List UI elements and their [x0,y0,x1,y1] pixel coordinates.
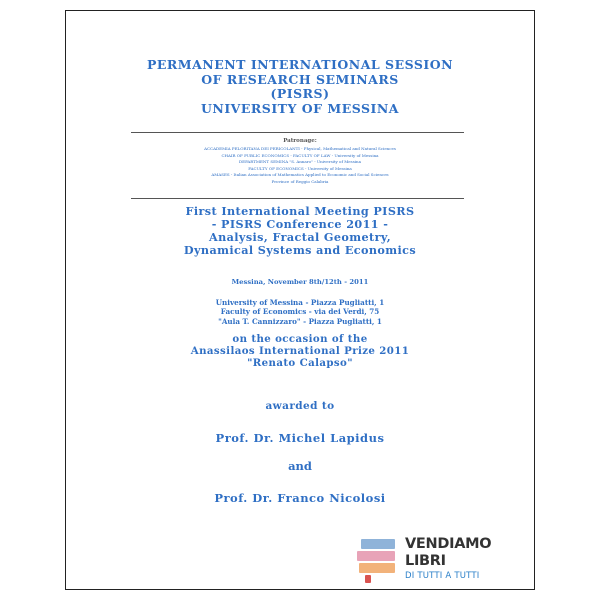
document-title [66,58,534,116]
title-line: (PISRS) [270,86,330,101]
patron-item: ACCADEMIA PELORITANA DEI PERICOLANTI - Physical, Mathematical and Natural Sciences [204,146,396,151]
patronage-list [66,146,534,186]
recipient-1: Prof. Dr. Michel Lapidus [215,431,385,445]
venue-list [66,298,534,326]
meeting-title [66,205,534,257]
title-line: OF RESEARCH SEMINARS [201,71,399,87]
book-stack-icon [355,531,399,585]
meeting-line: - PISRS Conference 2011 - [211,217,389,231]
bottom-divider [131,198,464,199]
watermark-line1: VENDIAMO [405,536,492,552]
meeting-dates: Messina, November 8th/12th - 2011 [231,278,369,286]
title-line: UNIVERSITY OF MESSINA [201,100,399,116]
occasion-text [66,333,534,369]
meeting-line: First International Meeting PISRS [185,204,415,218]
conjunction: and [288,459,312,473]
title-line: PERMANENT INTERNATIONAL SESSION [146,57,454,72]
patron-item: Province of Reggio Calabria [271,178,329,184]
venue-item: Faculty of Economics - via dei Verdi, 75 [220,307,380,317]
recipient-2: Prof. Dr. Franco Nicolosi [214,491,386,505]
watermark-tagline: DI TUTTI A TUTTI [405,571,480,581]
meeting-line: Dynamical Systems and Economics [183,243,417,257]
patronage-heading: Patronage: [283,138,317,144]
occasion-line: on the occasion of the [232,333,368,345]
patron-item: CHAIR OF PUBLIC ECONOMICS - FACULTY OF LAW - University of Messina [221,152,379,158]
patron-item: AMASES - Italian Association of Mathematics Applied to Economic and Social Sciences [211,172,389,178]
meeting-line: Analysis, Fractal Geometry, [209,230,391,244]
awarded-to: awarded to [265,400,335,412]
document-page [65,10,535,590]
venue-item: "Aula T. Cannizzaro" - Piazza Pugliatti, 1 [218,316,382,326]
watermark-line2: LIBRI [405,553,446,569]
top-divider [131,132,464,133]
patron-item: DEPARTMENT SEMINA "S. Annaro" - University of Messina [238,159,362,165]
patron-item: FACULTY OF ECONOMICS - University of Messina [248,165,352,171]
venue-item: University of Messina - Piazza Pugliatti, 1 [215,298,385,307]
occasion-line: "Renato Calapso" [247,357,353,369]
vendiamo-libri-watermark [355,531,505,589]
occasion-line: Anassilaos International Prize 2011 [190,345,410,357]
